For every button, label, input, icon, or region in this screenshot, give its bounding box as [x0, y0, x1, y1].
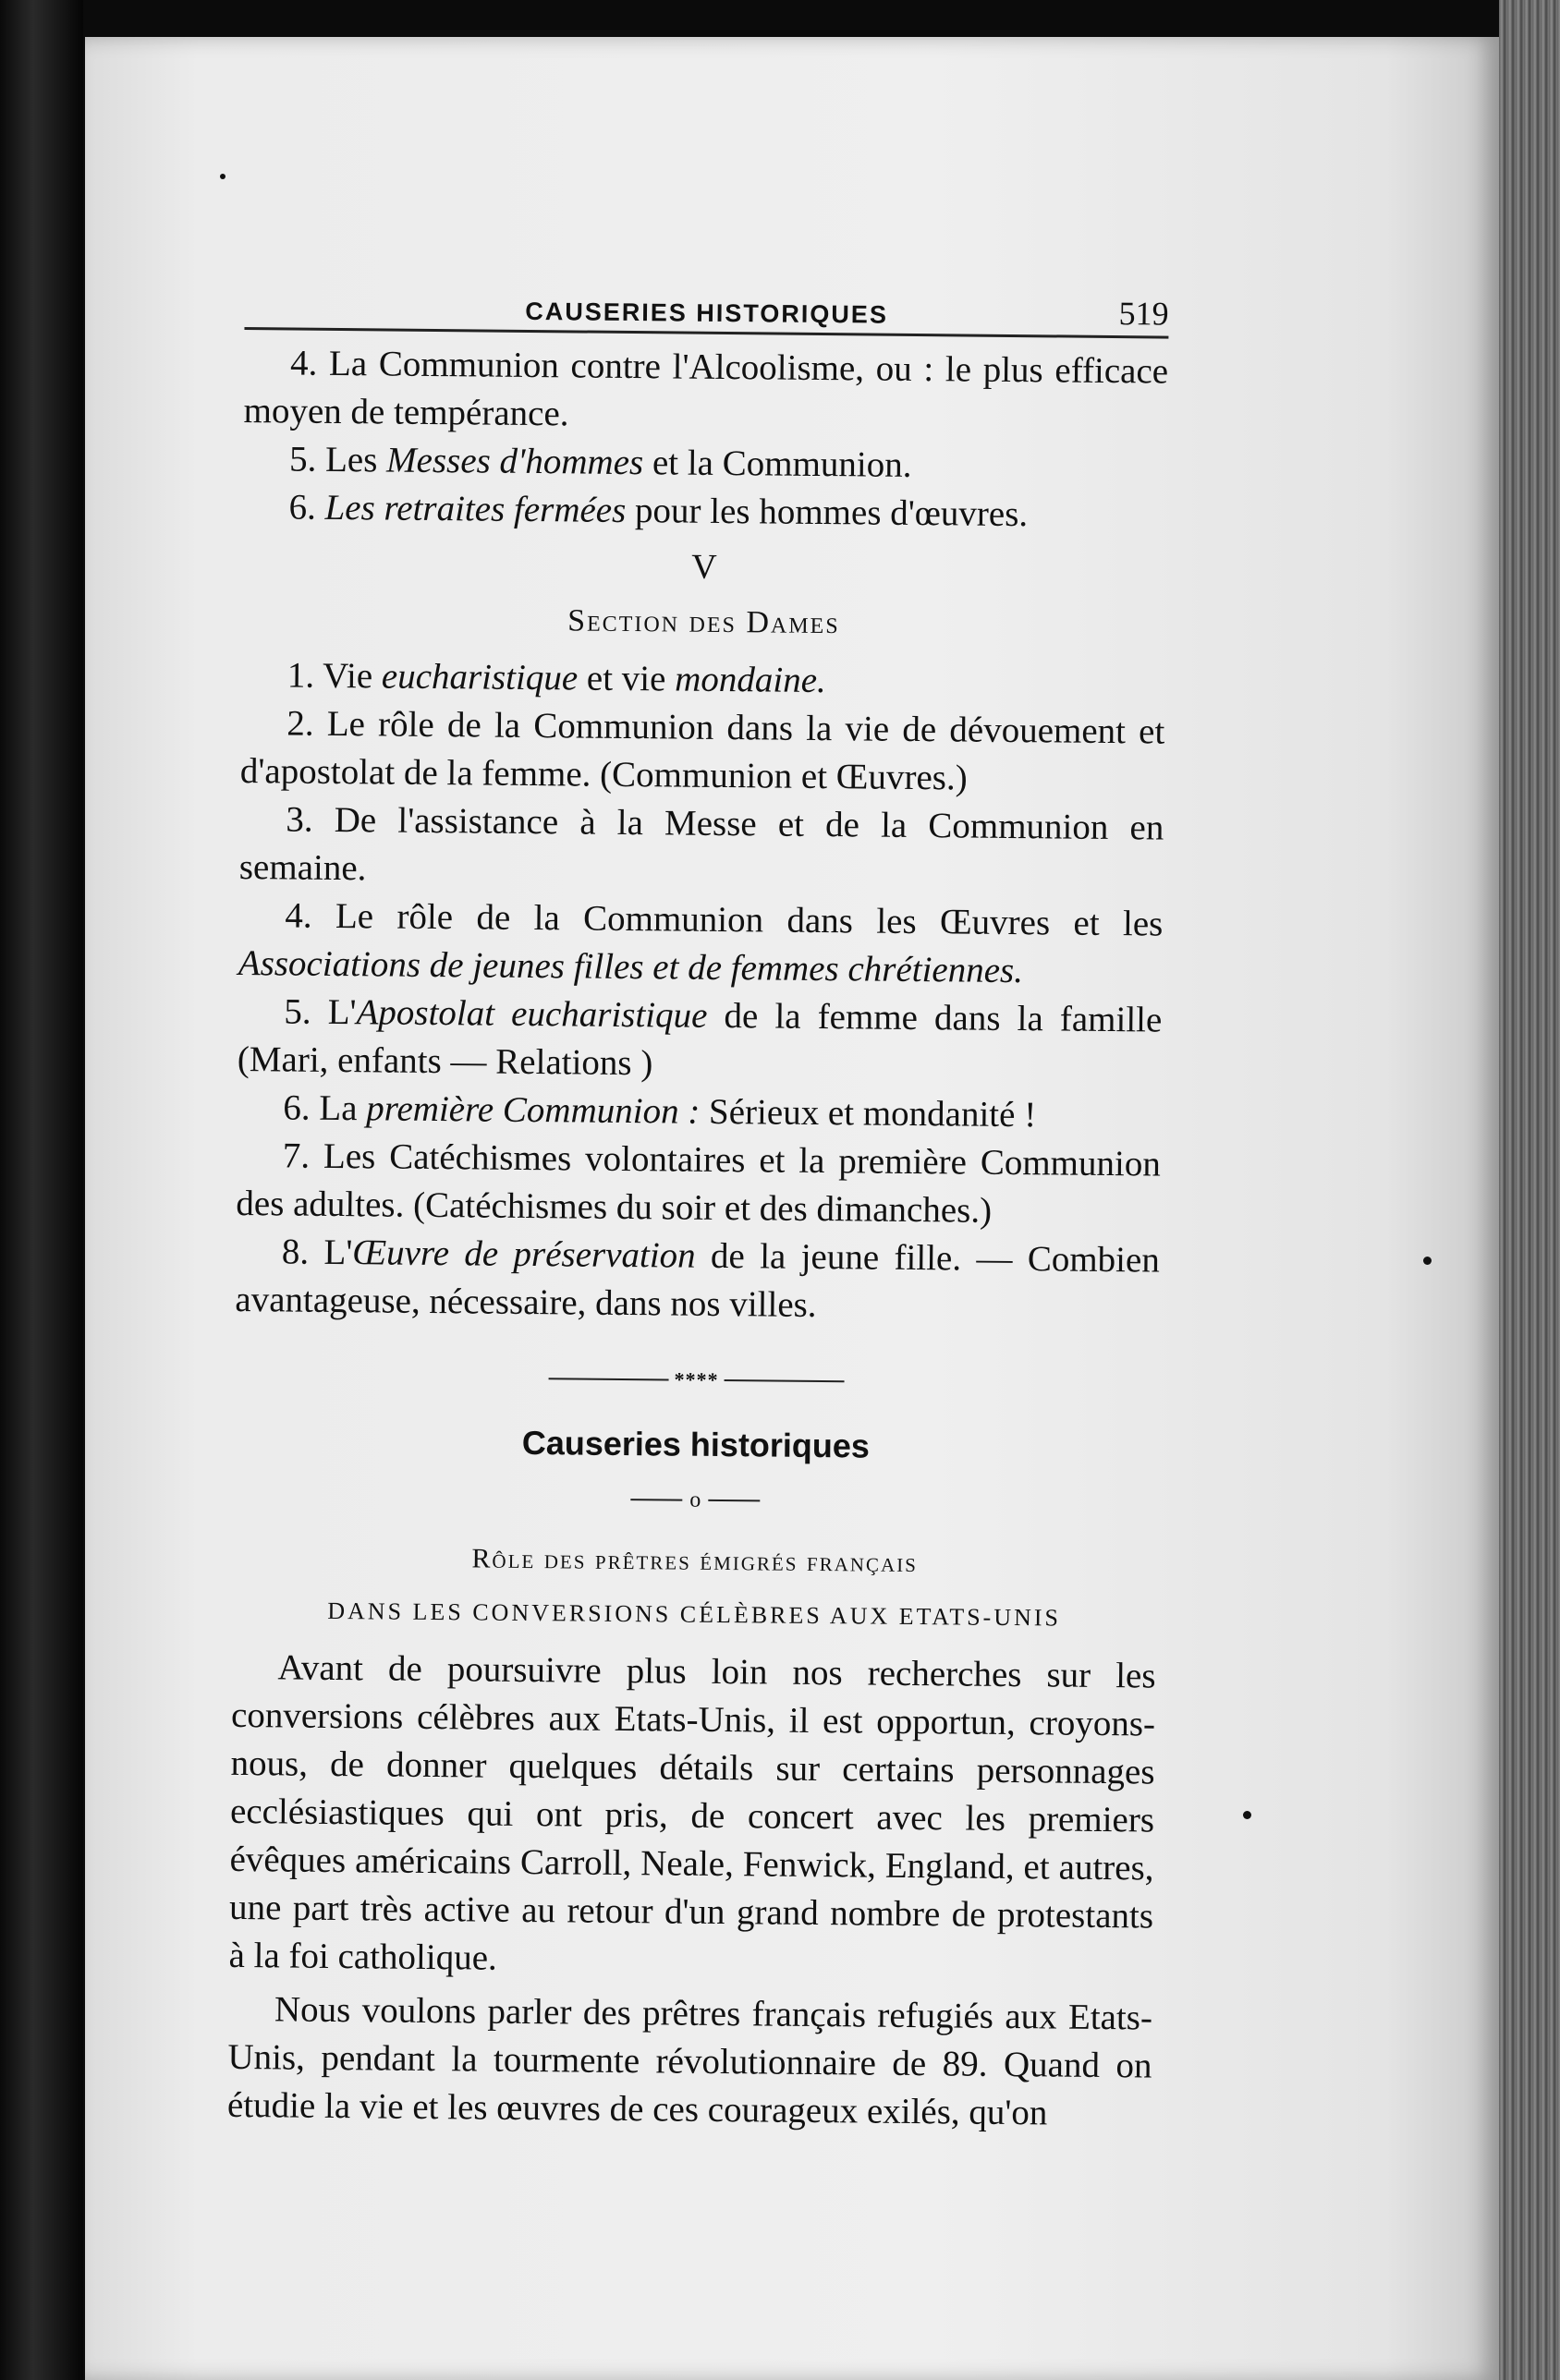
section-separator [234, 1352, 1158, 1409]
page-number: 519 [1118, 295, 1169, 333]
separator-line [725, 1379, 845, 1382]
ornament-line [708, 1500, 760, 1502]
running-head-title: CAUSERIES HISTORIQUES [525, 297, 889, 329]
scan-speck [1423, 1257, 1432, 1265]
separator-stars: **** [674, 1367, 719, 1391]
ornament-line [630, 1499, 682, 1501]
article-subtitle: Rôle des prêtres émigrés français [471, 1543, 919, 1579]
section-title: Section des Dames [567, 603, 840, 641]
list-item: 6. La première Communion : Sérieux et mondanité ! [283, 1087, 1037, 1135]
separator-line [549, 1378, 669, 1380]
page-text [227, 277, 1169, 2144]
scan-left-margin [0, 0, 83, 2380]
article-subtitle-continued: DANS LES CONVERSIONS CÉLÈBRES AUX ETATS-UNIS [327, 1597, 1062, 1632]
list-item: 5. Les Messes d'hommes et la Communion. [288, 439, 912, 485]
running-head [244, 277, 1169, 339]
list-item: 4. Le rôle de la Communion dans les Œuvres et les Associations de jeunes filles et de femmes chrétiennes. [238, 895, 1164, 991]
list-item: 4. La Communion contre l'Alcoolisme, ou : le plus efficace moyen de tempérance. [243, 343, 1169, 434]
list-item: 5. L'Apostolat eucharistique de la femme dans la famille (Mari, enfants — Relations ) [237, 991, 1163, 1084]
body-paragraph: Avant de poursuivre plus loin nos recherches sur les conversions célèbres aux Etats-Unis, il est opportun, croyons-nous, de donner quelques détails sur certains personnages ecclésiastiques qui ont pris, de concert avec les premiers évêques américains Carroll, Neale, Fenwick, England, et autres, une part très active au retour d'un grand nombre de protestants à la foi catholique. [228, 1647, 1156, 1978]
article-heading: Causeries historiques [521, 1423, 871, 1465]
list-item: 6. Les retraites fermées pour les hommes d'œuvres. [288, 487, 1029, 535]
section-number: V [691, 547, 717, 587]
heading-ornament [233, 1472, 1157, 1529]
list-item: 7. Les Catéchismes volontaires et la première Communion des adultes. (Catéchismes du soir et des dimanches.) [236, 1135, 1162, 1231]
page-stack-edge [1499, 0, 1560, 2380]
scan-speck [1243, 1811, 1251, 1819]
list-item: 2. Le rôle de la Communion dans la vie de dévouement et d'apostolat de la femme. (Communion et Œuvres.) [239, 703, 1165, 798]
list-item: 1. Vie eucharistique et vie mondaine. [286, 655, 826, 701]
scan-speck [220, 174, 225, 179]
body-paragraph: Nous voulons parler des prêtres français refugiés aux Etats-Unis, pendant la tourmente révolutionnaire de 89. Quand on étudie la vie et les œuvres de ces courageux exilés, qu'on [226, 1989, 1153, 2133]
list-item: 8. L'Œuvre de préservation de la jeune fille. — Combien avantageuse, nécessaire, dans nos villes. [235, 1232, 1161, 1325]
list-item: 3. De l'assistance à la Messe et de la Communion en semaine. [238, 799, 1164, 889]
ornament-glyph: o [689, 1488, 701, 1512]
